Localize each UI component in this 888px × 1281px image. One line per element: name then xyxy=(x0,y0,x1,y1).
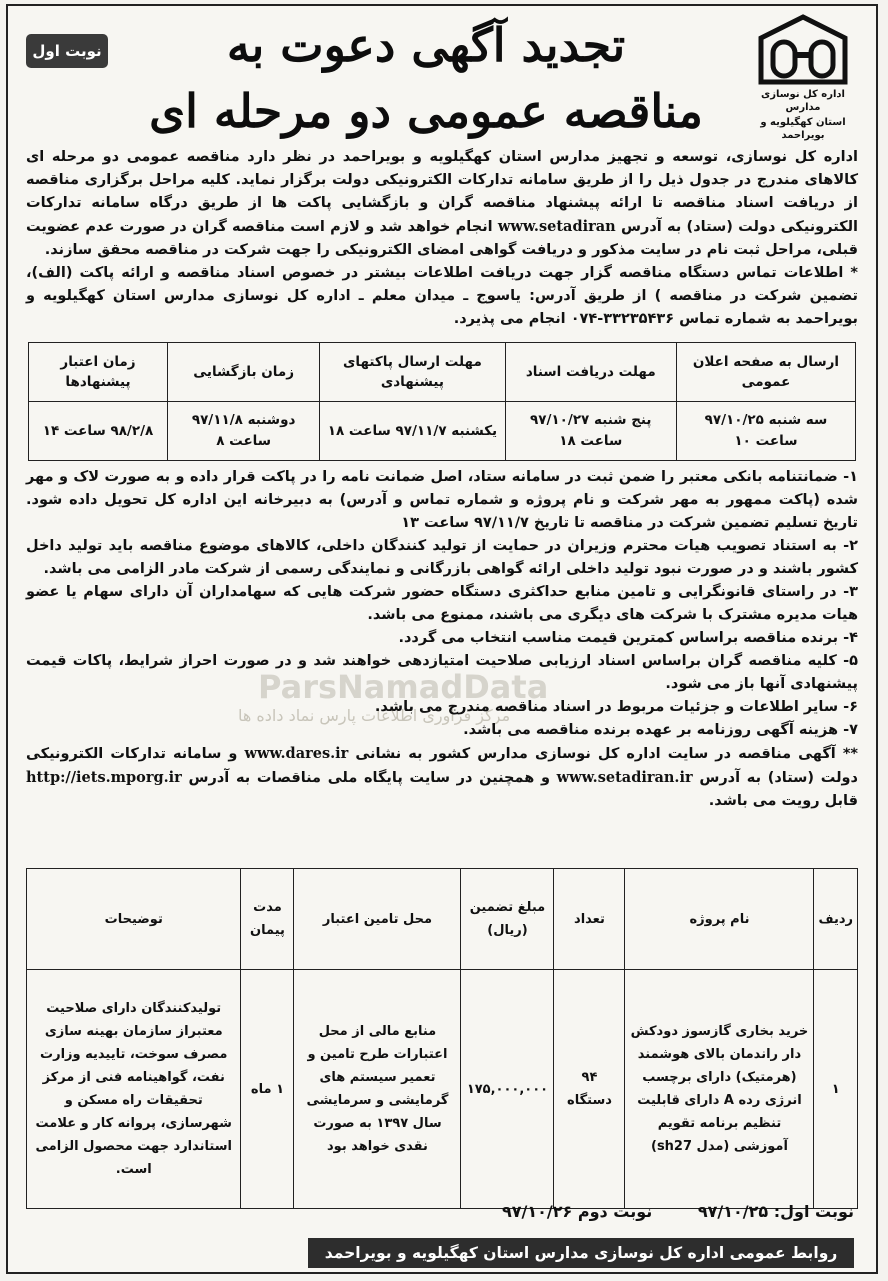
notice-a: ** آگهی مناقصه در سایت اداره کل نوسازی مدارس کشور به نشانی xyxy=(355,746,858,762)
col-duration: مدت پیمان xyxy=(241,869,294,970)
second-publication-date: نوبت دوم ۹۷/۱۰/۲۶ xyxy=(502,1202,653,1221)
notice-paragraph xyxy=(26,742,858,813)
col-quantity: تعداد xyxy=(554,869,625,970)
projects-table xyxy=(26,868,858,1209)
schedule-value: یکشنبه ۹۷/۱۱/۷ ساعت ۱۸ xyxy=(320,402,505,461)
setadiran-link-2[interactable]: www.setadiran.ir xyxy=(556,769,693,786)
title-line-2: مناقصه عمومی دو مرحله ای xyxy=(149,84,703,138)
schedule-value: ۹۸/۲/۸ ساعت ۱۴ xyxy=(29,402,168,461)
schedule-value: سه شنبه ۹۷/۱۰/۲۵ ساعت ۱۰ xyxy=(676,402,855,461)
projects-header-row xyxy=(27,869,858,970)
cell-guarantee: ۱۷۵,۰۰۰,۰۰۰ xyxy=(461,970,554,1209)
schedule-table xyxy=(28,342,856,461)
publication-dates xyxy=(462,1202,854,1221)
table-row xyxy=(27,970,858,1209)
cell-row-number: ۱ xyxy=(814,970,858,1209)
notice-c: و همچنین در سایت پایگاه ملی مناقصات به آدرس xyxy=(188,770,550,786)
first-publication-date: نوبت اول: ۹۷/۱۰/۲۵ xyxy=(697,1202,854,1221)
term-item: ۳- در راستای قانونگرایی و تامین منابع حداکثری دستگاه حضور شرکت هایی که سهامداران آن دارای سهام یا عضو هیات مدیره مشترک با شرکت های دیگری می باشند، ممنوع می باشد. xyxy=(26,584,858,623)
cell-quantity: ۹۴ دستگاه xyxy=(554,970,625,1209)
intro-text xyxy=(26,146,858,331)
newspaper-ad xyxy=(6,4,878,1274)
col-guarantee: مبلغ تضمین (ریال) xyxy=(461,869,554,970)
term-item: ۲- به استناد تصویب هیات محترم وزیران در حمایت از تولید کنندگان داخلی، کالاهای موضوع مناقصه باید تولید داخل کشور باشند و در صورت نبود تولید داخلی ارائه گواهی بازرگانی و نمایندگی رسمی از شرکت مادر الزامی می باشد. xyxy=(26,538,858,577)
intro-p1-b: انجام خواهد شد و لازم است مناقصه گران در صورت عدم عضویت قبلی، مراحل ثبت نام در سایت مذکور و دریافت گواهی امضای الکترونیکی را جهت شرکت در مناقصه محقق سازند. xyxy=(26,219,858,258)
schedule-header: ارسال به صفحه اعلان عمومی xyxy=(676,343,855,402)
cell-duration: ۱ ماه xyxy=(241,970,294,1209)
logo-caption-1: اداره کل نوسازی مدارس xyxy=(761,89,845,113)
watermark-latin: ParsNamadData xyxy=(258,668,549,706)
intro-paragraph-1 xyxy=(26,146,858,262)
notice-d: قابل رویت می باشد. xyxy=(708,793,858,809)
schedule-header: مهلت دریافت اسناد xyxy=(505,343,676,402)
ad-title xyxy=(146,12,706,144)
iets-link[interactable]: http://iets.mporg.ir xyxy=(26,769,182,786)
schedule-header: مهلت ارسال پاکتهای پیشنهادی xyxy=(320,343,505,402)
term-item: ۷- هزینه آگهی روزنامه بر عهده برنده مناقصه می باشد. xyxy=(463,722,858,738)
cell-notes: تولیدکنندگان دارای صلاحیت معتبراز سازمان بهینه سازی مصرف سوخت، تاییدیه وزارت نفت، گواهینامه فنی از مرکز تحقیقات راه مسکن و شهرسازی، پروانه کار و علامت استاندارد جهت محصول الزامی است. xyxy=(27,970,241,1209)
term-item: ۵- کلیه مناقصه گران براساس اسناد ارزیابی صلاحیت امتیازدهی خواهند شد و در صورت احراز شرایط، پاکات قیمت پیشنهادی آنها باز می شود. xyxy=(26,653,858,692)
organization-logo xyxy=(744,14,862,142)
dares-link[interactable]: www.dares.ir xyxy=(244,745,349,762)
setadiran-link[interactable]: www.setadiran xyxy=(497,218,616,235)
col-funding: محل تامین اعتبار xyxy=(294,869,461,970)
schedule-header: زمان بازگشایی xyxy=(167,343,319,402)
schedule-value-row xyxy=(29,402,856,461)
term-item: ۶- سایر اطلاعات و جزئیات مربوط در اسناد مناقصه مندرج می باشد. xyxy=(374,699,858,715)
ad-header xyxy=(8,6,876,146)
terms-list xyxy=(26,466,858,813)
cell-funding: منابع مالی از محل اعتبارات طرح تامین و تعمیر سیستم های گرمایشی و سرمایشی سال ۱۳۹۷ به صورت نقدی خواهد بود xyxy=(294,970,461,1209)
term-item: ۴- برنده مناقصه براساس کمترین قیمت مناسب انتخاب می گردد. xyxy=(398,630,858,646)
title-line-1: تجدید آگهی دعوت به xyxy=(226,18,626,72)
col-notes: توضیحات xyxy=(27,869,241,970)
school-renovation-logo-icon xyxy=(755,14,851,86)
schedule-header-row xyxy=(29,343,856,402)
intro-paragraph-2: * اطلاعات تماس دستگاه مناقصه گزار جهت دریافت اطلاعات بیشتر در خصوص اسناد مناقصه و ارائه پاکت (الف)، تضمین شرکت در مناقصه ) از طریق آدرس: یاسوج ـ میدان معلم ـ اداره کل نوسازی مدارس استان کهگیلویه و بویراحمد به شماره تماس ۳۳۲۳۵۴۳۶-۰۷۴ انجام می پذیرد. xyxy=(26,265,858,327)
logo-caption-2: استان کهگیلویه و بویراحمد xyxy=(760,117,846,141)
notice-b: و سامانه تدارکات الکترونیکی دولت (ستاد) به آدرس xyxy=(26,746,858,786)
turn-badge: نوبت اول xyxy=(26,34,108,68)
schedule-header: زمان اعتبار پیشنهادها xyxy=(29,343,168,402)
intro-p1-a: اداره کل نوسازی، توسعه و تجهیز مدارس استان کهگیلویه و بویراحمد در نظر دارد مناقصه عمومی دو مرحله ای کالاهای مندرج در جدول ذیل را از طریق سامانه تدارکات الکترونیکی دولت برگزار نماید. کلیه مراحل برگزاری مناقصه از دریافت اسناد مناقصه تا ارائه پیشنهاد مناقصه گران و بازگشایی پاکت ها از طریق درگاه سامانه تدارکات الکترونیکی دولت (ستاد) به آدرس xyxy=(26,149,858,235)
schedule-value: پنج شنبه ۹۷/۱۰/۲۷ ساعت ۱۸ xyxy=(505,402,676,461)
public-relations-bar: روابط عمومی اداره کل نوسازی مدارس استان کهگیلویه و بویراحمد xyxy=(308,1238,854,1268)
term-item: ۱- ضمانتنامه بانکی معتبر را ضمن ثبت در سامانه ستاد، اصل ضمانت نامه را در پاکت قرار داده و به صورت لاک و مهر شده (پاکت ممهور به مهر شرکت و نام پروژه و شماره تماس و آدرس) به دبیرخانه این اداره کل تحویل داده شود. تاریخ تسلیم تضمین شرکت در مناقصه تا تاریخ ۹۷/۱۱/۷ ساعت ۱۳ xyxy=(26,469,858,531)
col-row-number: ردیف xyxy=(814,869,858,970)
col-project-name: نام پروژه xyxy=(625,869,814,970)
cell-project-name: خرید بخاری گازسوز دودکش دار راندمان بالای هوشمند (هرمتیک) دارای برچسب انرژی رده A دارای قابلیت تنظیم برنامه تقویم آموزشی (مدل sh27) xyxy=(625,970,814,1209)
schedule-value: دوشنبه ۹۷/۱۱/۸ ساعت ۸ xyxy=(167,402,319,461)
watermark-persian: مرکز فراوری اطلاعات پارس نماد داده ها xyxy=(238,706,511,725)
